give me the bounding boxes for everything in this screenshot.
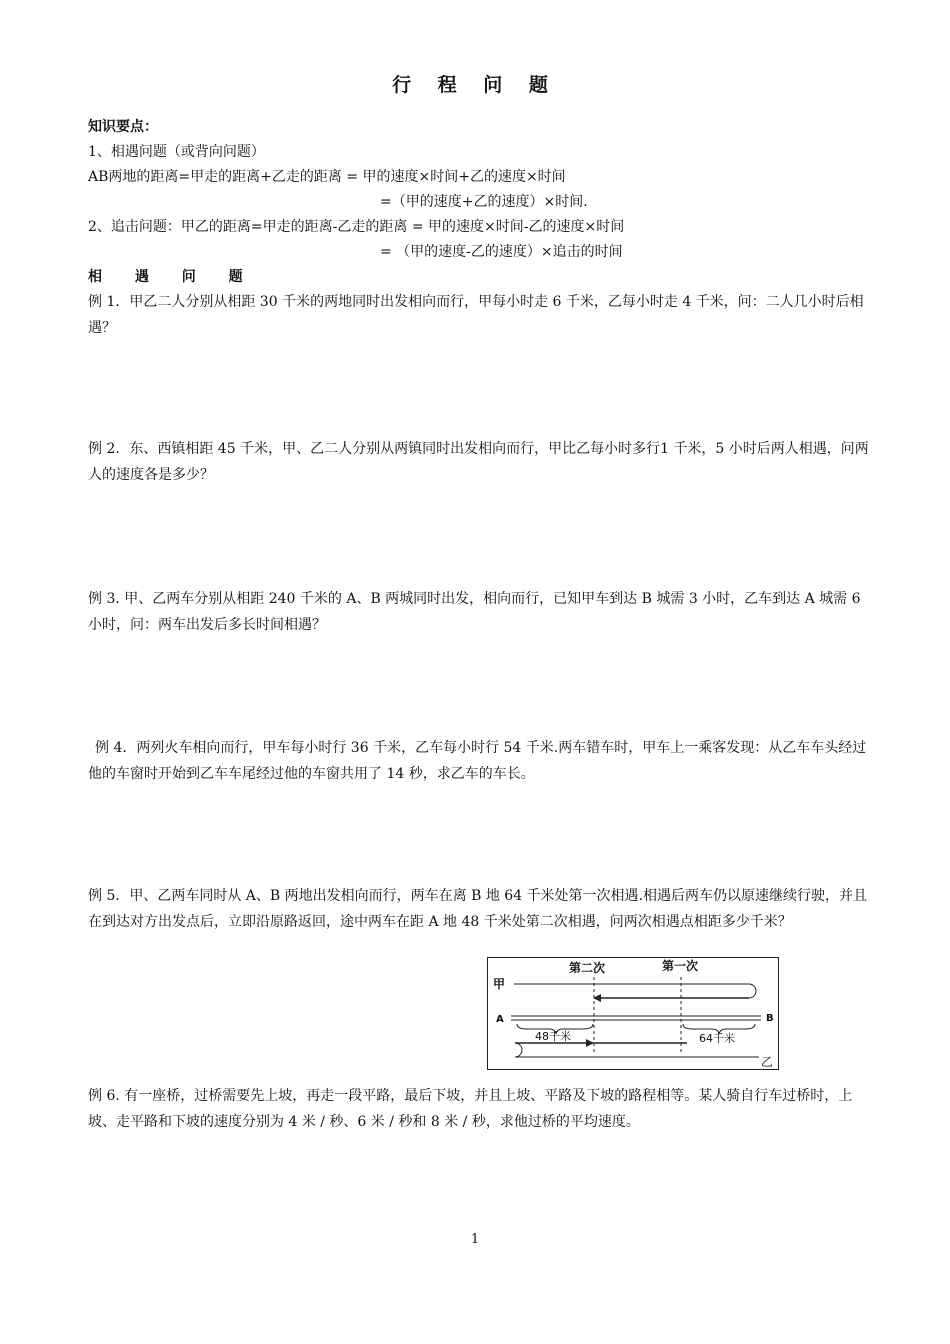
label-64km: 64千米 (699, 1032, 735, 1045)
knowledge-item-1-title: 1、相遇问题（或背向问题） (88, 144, 265, 160)
label-yi: 乙 (761, 1055, 774, 1069)
page-number: 1 (470, 1232, 480, 1247)
example-3: 例 3. 甲、乙两车分别从相距 240 千米的 A、B 两城同时出发，相向而行，已知甲车到达 B 城需 3 小时，乙车到达 A 城需 6 小时，问：两车出发后多长时间相遇？ (88, 591, 861, 633)
example-2: 例 2．东、西镇相距 45 千米，甲、乙二人分别从两镇同时出发相向而行，甲比乙每小时多行1 千米，5 小时后两人相遇，问两人的速度各是多少？ (88, 441, 869, 483)
label-second-meeting: 第二次 (569, 961, 606, 975)
label-jia: 甲 (493, 977, 506, 991)
diagram-frame (488, 958, 779, 1070)
knowledge-item-1-formula-cont: =（甲的速度+乙的速度）×时间. (380, 194, 588, 210)
meeting-diagram (487, 957, 779, 1070)
label-b: B (766, 1013, 774, 1024)
label-a: A (496, 1014, 504, 1025)
yi-return-arrow (586, 1039, 594, 1047)
jia-return-loop (749, 984, 756, 998)
section-heading: 相 遇 问 题 (88, 269, 257, 285)
page-title: 行 程 问 题 (392, 74, 558, 96)
yi-return-loop (515, 1043, 522, 1057)
knowledge-item-2-formula-cont: = （甲的速度-乙的速度）×追击的时间 (380, 244, 623, 260)
example-6: 例 6. 有一座桥，过桥需要先上坡，再走一段平路，最后下坡，并且上坡、平路及下坡的路程相等。某人骑自行车过桥时，上坡、走平路和下坡的速度分别为 4 米 / 秒、6 米 / 秒和 8 米 / 秒，求他过桥的平均速度。 (88, 1088, 853, 1130)
label-first-meeting: 第一次 (662, 959, 699, 973)
example-4: 例 4．两列火车相向而行，甲车每小时行 36 千米，乙车每小时行 54 千米.两车错车时，甲车上一乘客发现：从乙车车头经过他的车窗时开始到乙车车尾经过他的车窗共用了 14 秒，求乙车的车长。 (88, 740, 867, 782)
example-1: 例 1．甲乙二人分别从相距 30 千米的两地同时出发相向而行，甲每小时走 6 千米，乙每小时走 4 千米，问：二人几小时后相遇？ (88, 294, 864, 336)
knowledge-item-2-formula: 2、追击问题：甲乙的距离=甲走的距离-乙走的距离 = 甲的速度×时间-乙的速度×时间 (88, 219, 625, 235)
label-48km: 48千米 (535, 1030, 571, 1043)
knowledge-heading: 知识要点： (88, 119, 158, 135)
example-5: 例 5．甲、乙两车同时从 A、B 两地出发相向而行，两车在离 B 地 64 千米处第一次相遇.相遇后两车仍以原速继续行驶，并且在到达对方出发点后，立即沿原路返回，途中两车在距 A 地 48 千米处第二次相遇，问两次相遇点相距多少千米？ (88, 888, 868, 930)
knowledge-item-1-formula: AB两地的距离=甲走的距离+乙走的距离 = 甲的速度×时间+乙的速度×时间 (88, 169, 566, 185)
